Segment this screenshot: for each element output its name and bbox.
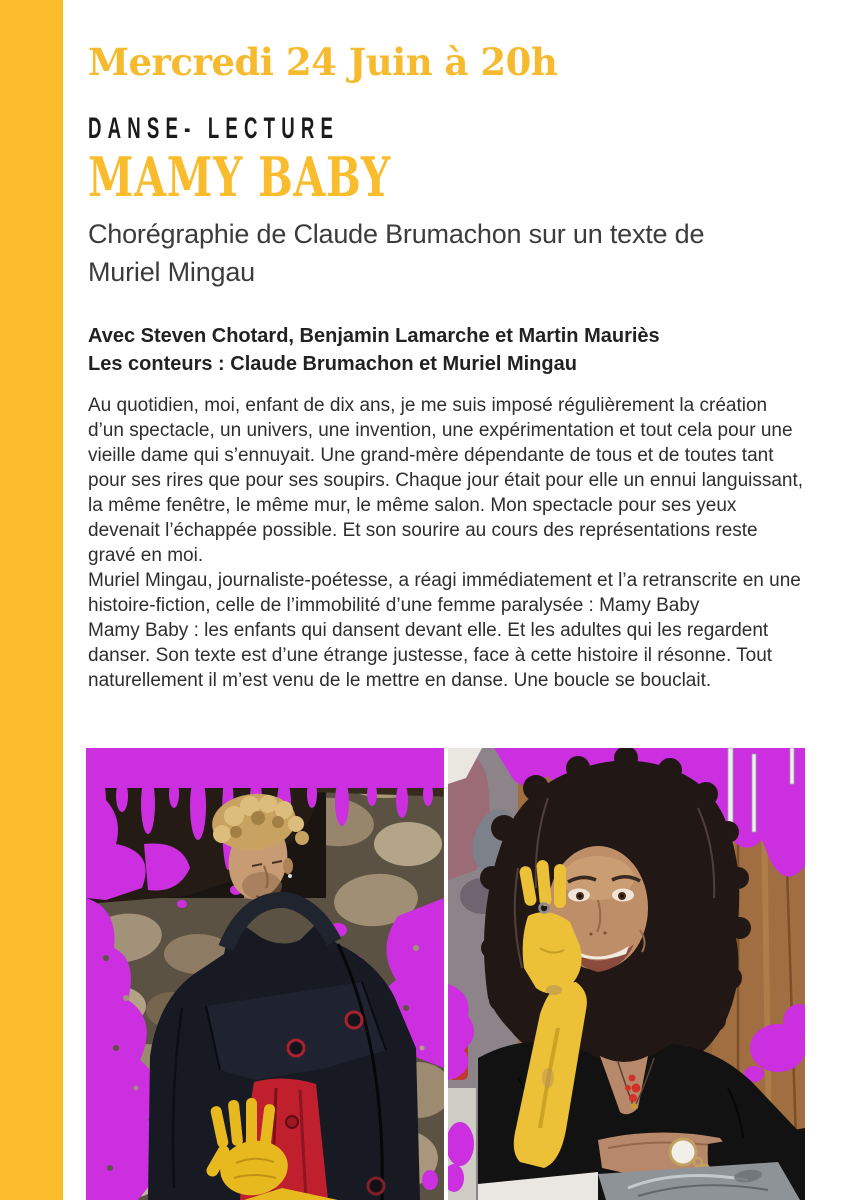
event-title-label: MAMY BABY	[88, 145, 391, 209]
description-paragraph-3: Mamy Baby : les enfants qui dansent devant elle. Et les adultes qui les regardent danser. Son texte est d’une étrange justesse, face à cette histoire il résonne. Tout naturellement il m’est venu de le mettre en danse. Une boucle se bouclait.	[88, 620, 773, 691]
description-paragraph-2: Muriel Mingau, journaliste-poétesse, a réagi immédiatement et l’a retranscrite en une histoire-fiction, celle de l’immobilité d’une femme paralysée : Mamy Baby	[88, 570, 801, 616]
event-subtitle: Chorégraphie de Claude Brumachon sur un texte de Muriel Mingau	[88, 219, 705, 287]
credits-storytellers: Les conteurs : Claude Brumachon et Muriel Mingau	[88, 353, 577, 375]
left-accent-bar	[0, 0, 63, 1200]
photo-woman-posterized	[448, 748, 805, 1200]
photo-man-posterized	[86, 748, 444, 1200]
photo-strip	[86, 748, 805, 1200]
event-title	[88, 146, 487, 208]
event-category-label: DANSE- LECTURE	[88, 112, 340, 145]
event-date: Mercredi 24 Juin à 20h	[88, 40, 558, 84]
event-category	[88, 112, 493, 146]
credits-performers: Avec Steven Chotard, Benjamin Lamarche et Martin Mauriès	[88, 325, 660, 347]
credits-block	[88, 322, 804, 378]
description-paragraph-1: Au quotidien, moi, enfant de dix ans, je me suis imposé régulièrement la création d’un spectacle, un univers, une invention, une expérimentation et tout cela pour une vieille dame qui s’ennuyait. Une grand-mère dépendante de tous et de toutes tant pour ses rires que pour ses soupirs. Chaque jour était pour elle un ennui languissant, la même fenêtre, le même mur, le même salon. Mon spectacle pour ses yeux devenait l’échappée possible. Et son sourire au cours des représentations reste gravé en moi.	[88, 395, 804, 566]
description-text	[88, 393, 804, 693]
